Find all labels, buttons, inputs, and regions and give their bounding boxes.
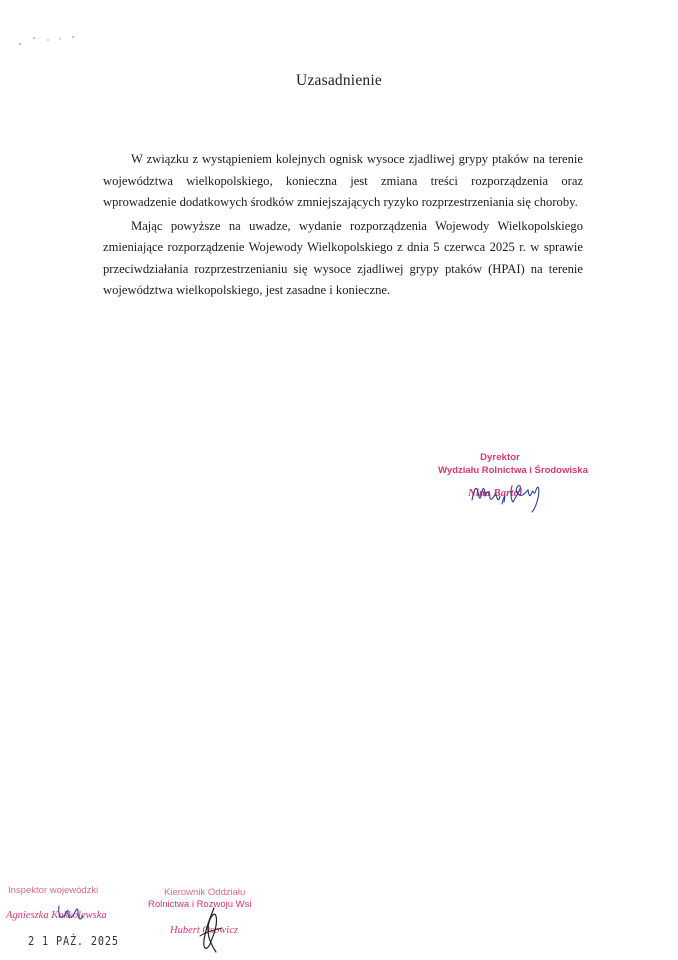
document-title: Uzasadnienie bbox=[296, 72, 382, 89]
inspector-stamp-name: Agnieszka Kokkolewska bbox=[6, 910, 107, 921]
head-stamp-name: Hubert Osowicz bbox=[170, 925, 238, 936]
paragraph: W związku z wystąpieniem kolejnych ognisk wysoce zjadliwej grypy ptaków na terenie województwa wielkopolskiego, konieczna jest zmiana treści rozporządzenia oraz wprowadzenie dodatkowych środków zmniejszających ryzyko rozprzestrzeniania się choroby. bbox=[103, 152, 583, 209]
head-stamp-title: Kierownik Oddziału bbox=[164, 887, 246, 898]
director-signature bbox=[466, 478, 546, 514]
head-signature bbox=[196, 906, 226, 956]
paragraph: Mając powyższe na uwadze, wydanie rozporządzenia Wojewody Wielkopolskiego zmieniające rozporządzenie Wojewody Wielkopolskiego z dnia 5 czerwca 2025 r. w sprawie przeciwdziałania rozprzestrzenianiu się wysoce zjadliwej grypy ptaków (HPAI) na terenie województwa wielkopolskiego, jest zasadne i konieczne. bbox=[103, 218, 583, 297]
inspector-stamp-title: Inspektor wojewódzki bbox=[8, 885, 99, 896]
inspector-signature bbox=[56, 902, 86, 926]
director-stamp-name: Nina Bartol bbox=[467, 487, 523, 499]
director-stamp-unit: Wydziału Rolnictwa i Środowiska bbox=[438, 465, 588, 476]
document-body bbox=[103, 149, 583, 302]
date-stamp: 2 1 PAŹ. 2025 bbox=[28, 934, 119, 948]
scan-specks bbox=[18, 34, 78, 46]
director-stamp-title: Dyrektor bbox=[480, 452, 520, 463]
head-stamp-unit: Rolnictwa i Rozwoju Wsi bbox=[148, 899, 252, 910]
